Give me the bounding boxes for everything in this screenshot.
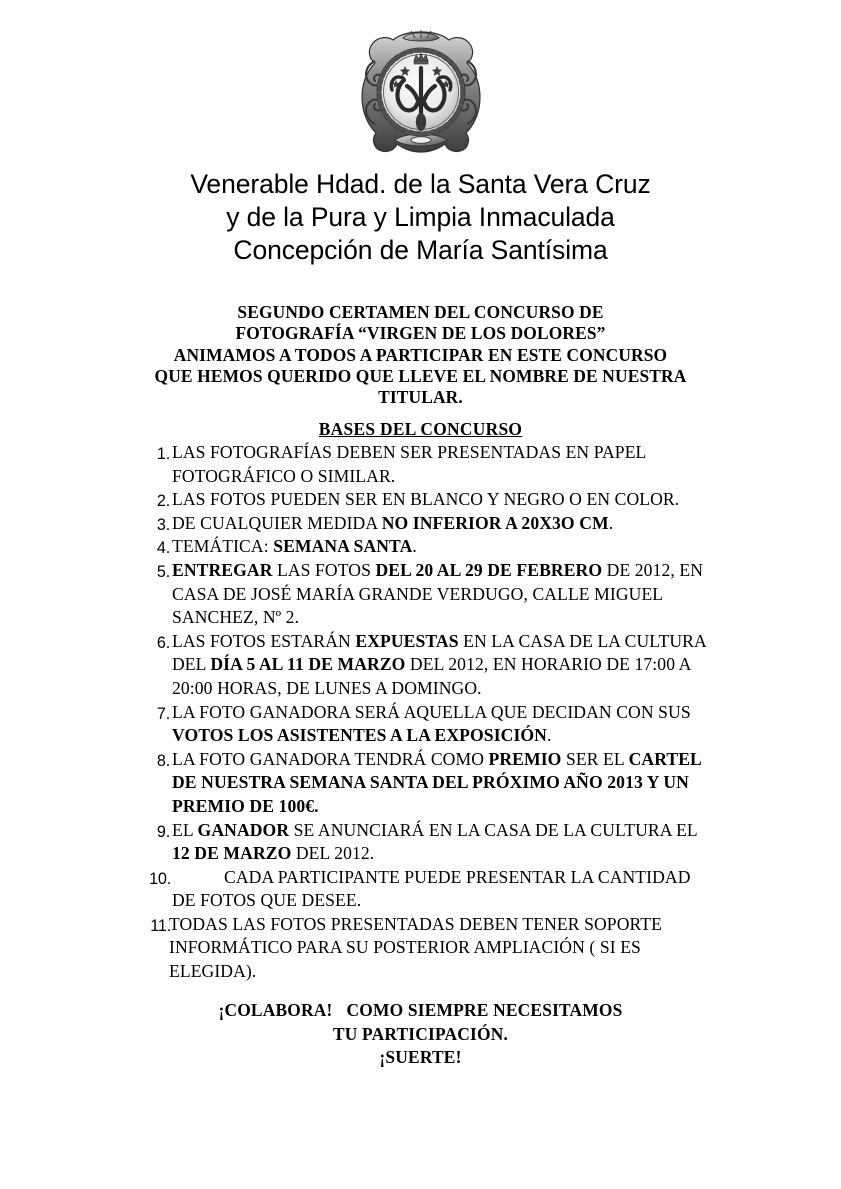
title-line-2: y de la Pura y Limpia Inmaculada: [226, 202, 615, 232]
rule-emphasis: NO INFERIOR A 20X3O CM: [381, 512, 609, 533]
closing-need: COMO SIEMPRE NECESITAMOS: [346, 1000, 623, 1020]
rule-emphasis: DÍA 5 AL 11 DE MARZO: [210, 654, 406, 675]
rule-item: [140, 441, 715, 488]
rule-item: [140, 701, 715, 748]
rule-number: 10.: [149, 869, 171, 888]
rule-emphasis: EXPUESTAS: [355, 630, 459, 651]
rule-item: [140, 866, 715, 913]
intro-line-1: SEGUNDO CERTAMEN DEL CONCURSO DE: [237, 302, 604, 322]
rule-number: 11.: [150, 916, 171, 935]
rule-number: 3.: [156, 515, 170, 534]
rule-item: [140, 913, 715, 984]
rule-item: [140, 512, 715, 536]
rule-segment: .: [608, 512, 614, 533]
rules-list: [140, 441, 715, 984]
rule-text: [172, 512, 715, 536]
title-line-1: Venerable Hdad. de la Santa Vera Cruz: [190, 169, 651, 199]
rule-segment: SE ANUNCIARÁ EN LA CASA DE LA CULTURA EL: [289, 819, 698, 840]
rule-segment: LAS FOTOS: [272, 559, 376, 580]
rule-text: [172, 748, 715, 819]
emblem-container: [0, 28, 841, 156]
rule-item: [140, 819, 715, 866]
rule-item: [140, 630, 715, 701]
rule-text: [172, 441, 715, 488]
rule-text: [172, 559, 715, 630]
rule-segment: LAS FOTOS PUEDEN SER EN BLANCO Y NEGRO O EN COLOR.: [172, 489, 680, 510]
rule-segment: EN LA CASA DE LA CULTURA DEL: [172, 630, 706, 675]
rule-emphasis: VOTOS LOS ASISTENTES A LA EXPOSICIÓN: [172, 725, 547, 746]
rule-text: [172, 535, 715, 559]
intro-line-2: FOTOGRAFÍA “VIRGEN DE LOS DOLORES”: [235, 323, 606, 344]
rule-segment: TODAS LAS FOTOS PRESENTADAS DEBEN TENER SOPORTE INFORMÁTICO PARA SU POSTERIOR AMPLIACIÓN ( SI ES ELEGIDA).: [169, 913, 662, 982]
rule-emphasis: SEMANA SANTA: [273, 536, 413, 557]
bases-heading-text: BASES DEL CONCURSO: [318, 419, 523, 439]
organization-title: [0, 168, 841, 267]
rule-emphasis: PREMIO: [488, 748, 562, 769]
rule-segment: LAS FOTOS ESTARÁN: [172, 630, 356, 651]
closing-collabora: ¡COLABORA!: [218, 1000, 333, 1020]
rule-segment: DEL 2012, EN HORARIO DE 17:00 A 20:00 HORAS, DE LUNES A DOMINGO.: [172, 654, 691, 698]
rule-segment: SER EL: [561, 748, 629, 769]
closing-message: [0, 999, 841, 1070]
rule-emphasis: CARTEL DE NUESTRA SEMANA SANTA DEL PRÓXIMO AÑO 2013 Y UN PREMIO DE 100€.: [172, 748, 701, 816]
rule-text: [172, 630, 715, 701]
intro-line-5: TITULAR.: [378, 387, 463, 408]
rule-text: [172, 819, 715, 866]
rule-number: 5.: [156, 562, 170, 581]
rule-segment: .: [412, 536, 417, 557]
rule-emphasis: GANADOR: [197, 819, 290, 840]
closing-line-1: [0, 999, 841, 1023]
rule-item: [140, 559, 715, 630]
intro-line-3: ANIMAMOS A TODOS A PARTICIPAR EN ESTE CONCURSO: [173, 344, 668, 365]
rule-segment: DE 2012, EN CASA DE JOSÉ MARÍA GRANDE VERDUGO, CALLE MIGUEL SANCHEZ, Nº 2.: [172, 559, 704, 628]
closing-line-3: ¡SUERTE!: [379, 1047, 462, 1068]
rule-item: [140, 488, 715, 512]
title-line-3: Concepción de María Santísima: [233, 235, 608, 265]
rule-number: 6.: [156, 633, 170, 652]
rule-segment: LA FOTO GANADORA TENDRÁ COMO: [172, 748, 489, 769]
rule-segment: DE CUALQUIER MEDIDA: [172, 512, 382, 533]
rule-number: 7.: [156, 704, 170, 723]
hermandad-coat-of-arms-icon: [359, 28, 483, 156]
closing-line-2: TU PARTICIPACIÓN.: [332, 1023, 509, 1044]
contest-intro: [60, 302, 781, 408]
rule-segment: TEMÁTICA:: [172, 536, 274, 557]
rule-item: [140, 748, 715, 819]
rule-item: [140, 535, 715, 559]
rule-text: [172, 866, 715, 913]
rule-segment: CADA PARTICIPANTE PUEDE PRESENTAR LA CANTIDAD DE FOTOS QUE DESEE.: [172, 866, 691, 911]
rule-number: 9.: [156, 822, 170, 841]
rule-text: [172, 701, 715, 748]
rule-number: 4.: [156, 539, 170, 558]
rule-number: 8.: [156, 751, 170, 770]
rule-text: [172, 488, 715, 512]
rule-emphasis: DEL 20 AL 29 DE FEBRERO: [375, 559, 603, 580]
rule-segment: .: [546, 725, 552, 746]
rule-segment: EL: [172, 819, 198, 840]
rule-emphasis: ENTREGAR: [172, 559, 273, 580]
rule-number: 1.: [156, 445, 170, 463]
rule-segment: LA FOTO GANADORA SERÁ AQUELLA QUE DECIDAN CON SUS: [172, 701, 691, 722]
rule-text: [169, 913, 715, 984]
rule-segment: DEL 2012.: [291, 843, 375, 864]
bases-heading: [0, 419, 841, 440]
intro-line-4: QUE HEMOS QUERIDO QUE LLEVE EL NOMBRE DE NUESTRA: [154, 365, 687, 386]
rule-number: 2.: [156, 492, 170, 511]
rule-emphasis: 12 DE MARZO: [172, 843, 292, 864]
rule-segment: LAS FOTOGRAFÍAS DEBEN SER PRESENTADAS EN PAPEL FOTOGRÁFICO O SIMILAR.: [172, 442, 646, 486]
